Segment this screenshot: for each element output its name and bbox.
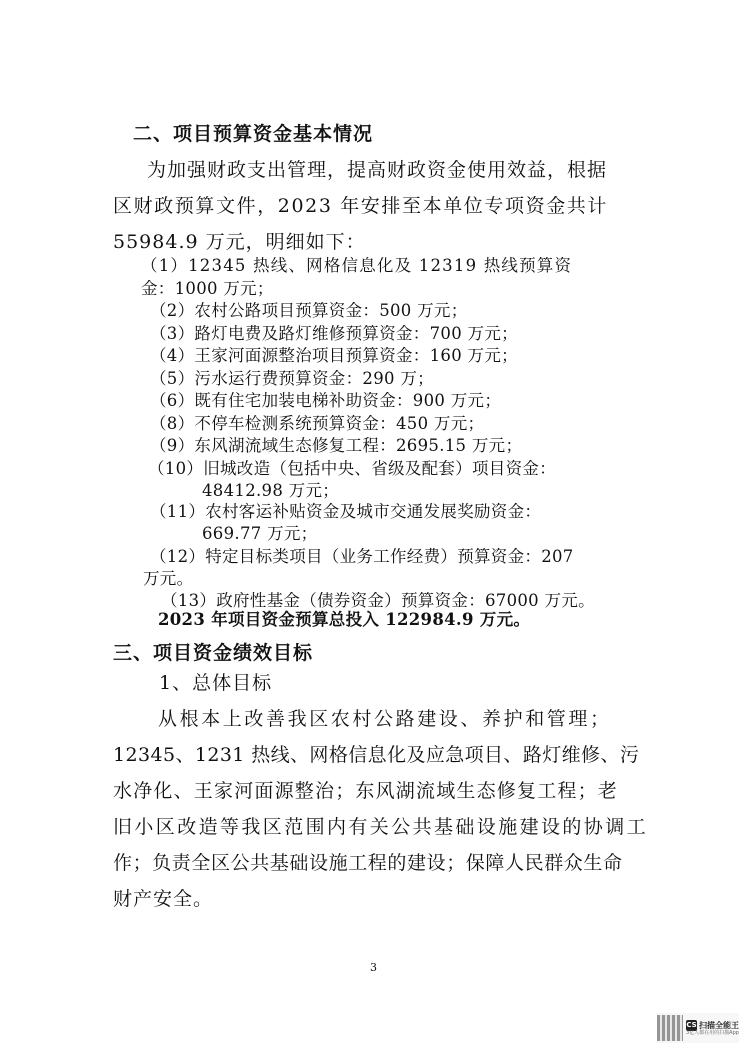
budget-item-12a: （12）特定目标类项目（业务工作经费）预算资金：207 <box>150 547 574 566</box>
section-3-heading: 三、项目资金绩效目标 <box>113 642 314 664</box>
section-3-body-line-1: 从根本上改善我区农村公路建设、养护和管理； <box>158 708 612 730</box>
budget-item-6: （6）既有住宅加装电梯补助资金：900 万元； <box>150 391 502 410</box>
section-2-intro-line-2: 区财政预算文件，2023 年安排至本单位专项资金共计 <box>113 195 608 217</box>
budget-item-10a: （10）旧城改造（包括中央、省级及配套）项目资金： <box>148 459 556 478</box>
budget-item-10b: 48412.98 万元； <box>202 481 340 500</box>
watermark-title: 扫描全能王 <box>699 1020 739 1030</box>
budget-item-11a: （11）农村客运补贴资金及城市交通发展奖励资金： <box>150 502 542 521</box>
page-number: 3 <box>370 961 377 974</box>
section-2-intro-line-3: 55984.9 万元，明细如下： <box>113 231 366 253</box>
budget-item-1b: 金：1000 万元； <box>141 279 274 298</box>
budget-item-2: （2）农村公路项目预算资金：500 万元； <box>150 301 468 320</box>
budget-item-5: （5）污水运行费预算资金：290 万； <box>150 369 434 388</box>
budget-item-11b: 669.77 万元； <box>202 524 318 543</box>
scanner-watermark <box>657 1013 739 1043</box>
section-3-body-line-3: 水净化、王家河面源整治；东风湖流域生态修复工程；老 <box>113 780 619 802</box>
section-3-body-line-2: 12345、1231 热线、网格信息化及应急项目、路灯维修、污 <box>113 744 640 766</box>
budget-item-12b: 万元。 <box>143 569 194 588</box>
section-3-body-line-6: 财产安全。 <box>113 888 214 910</box>
section-3-body-line-4: 旧小区改造等我区范围内有关公共基础设施建设的协调工 <box>113 816 649 838</box>
watermark-subtitle: 3亿人都在用的扫描App <box>686 1029 739 1036</box>
budget-item-8: （8）不停车检测系统预算资金：450 万元； <box>150 414 485 433</box>
budget-item-4: （4）王家河面源整治项目预算资金：160 万元； <box>150 346 518 365</box>
camscanner-logo-icon: CS <box>686 1020 697 1029</box>
budget-item-13: （13）政府性基金（债券资金）预算资金：67000 万元。 <box>161 591 595 610</box>
budget-item-9: （9）东风湖流域生态修复工程：2695.15 万元； <box>150 436 523 455</box>
budget-item-3: （3）路灯电费及路灯维修预算资金：700 万元； <box>150 324 518 343</box>
budget-item-1a: （1）12345 热线、网格信息化及 12319 热线预算资 <box>141 256 573 275</box>
section-2-intro-line-1: 为加强财政支出管理，提高财政资金使用效益，根据 <box>147 159 608 181</box>
section-2-heading: 二、项目预算资金基本情况 <box>133 123 374 145</box>
section-3-body-line-5: 作；负责全区公共基础设施工程的建设；保障人民群众生命 <box>113 852 623 874</box>
section-3-subheading: 1、总体目标 <box>159 672 273 694</box>
budget-total: 2023 年项目资金预算总投入 122984.9 万元。 <box>158 610 531 629</box>
qr-code-icon <box>657 1015 683 1041</box>
